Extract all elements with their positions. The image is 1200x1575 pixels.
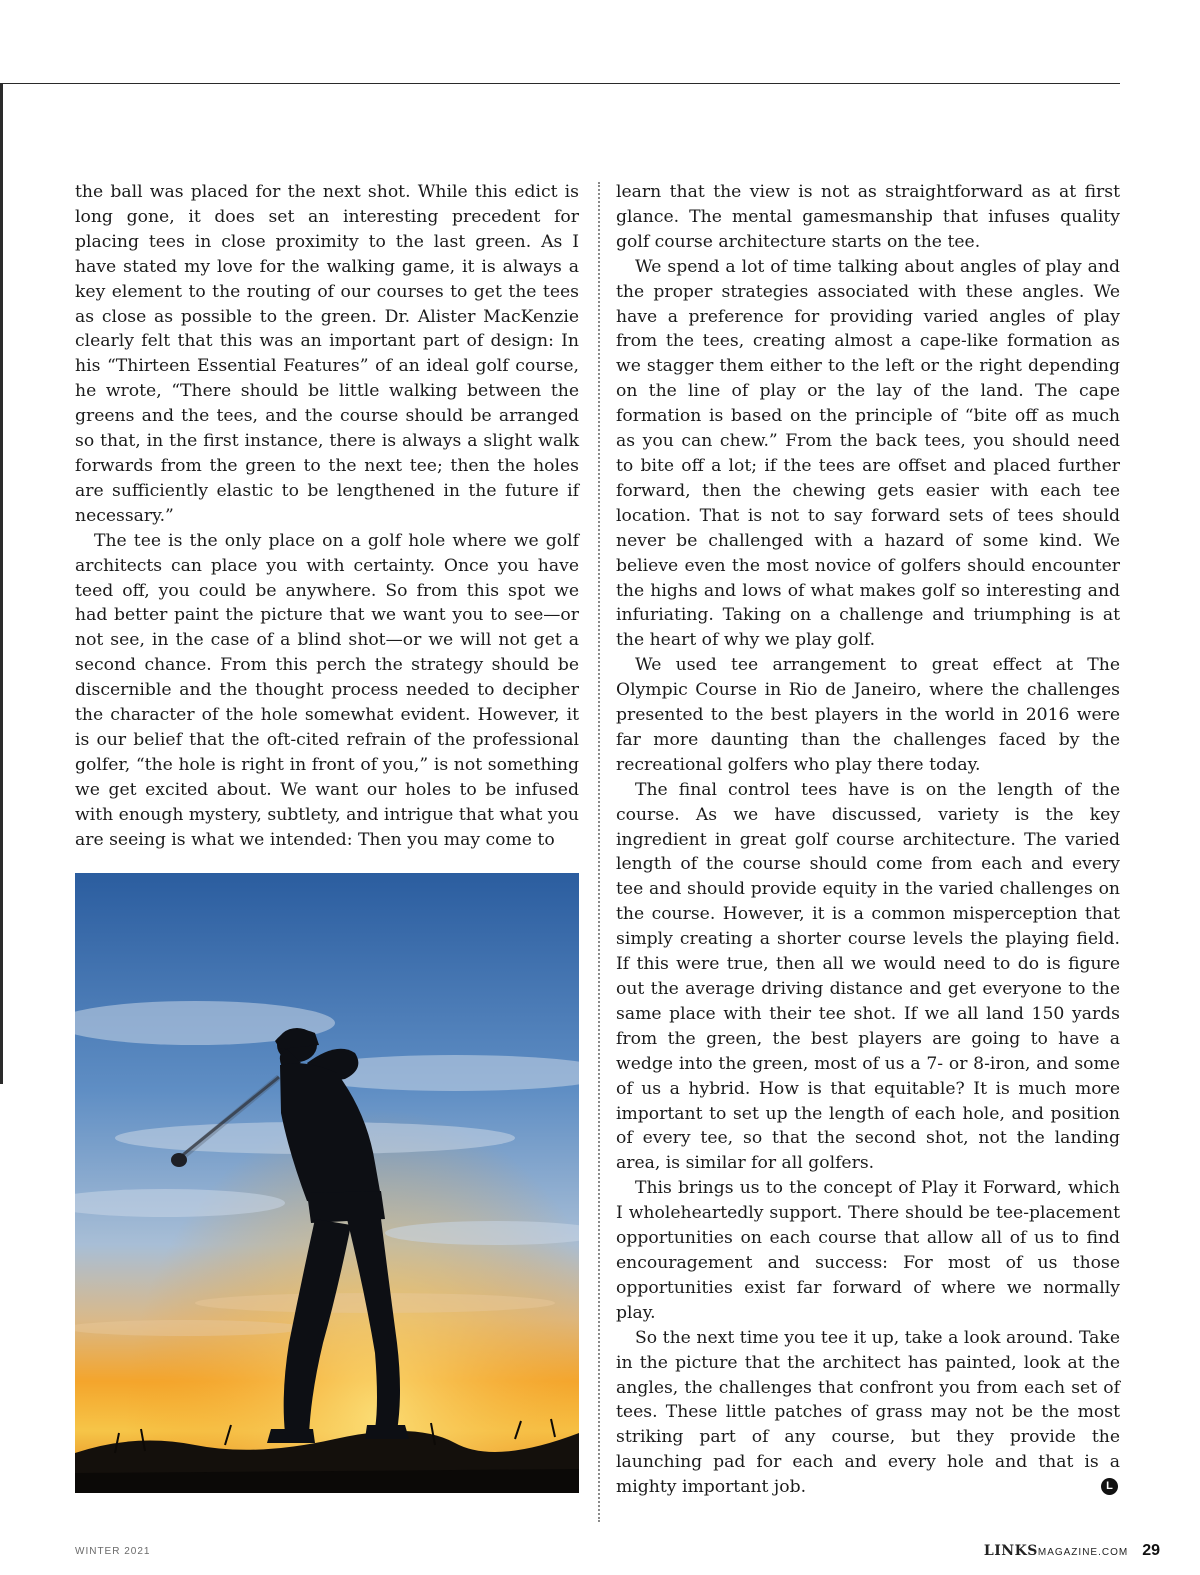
paragraph: learn that the view is not as straightforward as at first glance. The mental gamesmanship that infuses quality golf course architecture starts on the tee.	[616, 182, 1120, 252]
brand-domain: MAGAZINE.COM	[1037, 1547, 1129, 1558]
photo-artwork	[75, 873, 579, 1493]
column-divider	[598, 182, 600, 1522]
end-of-article-mark: L	[1101, 1478, 1118, 1495]
issue-label: WINTER 2021	[75, 1546, 151, 1557]
article-column-right	[616, 180, 1120, 1500]
paragraph: This brings us to the concept of Play it Forward, which I wholeheartedly support. There should be tee-placement opportunities on each course that allow all of us to find encouragement and success: For most of us those opportunities exist far forward of where we normally play.	[616, 1178, 1120, 1323]
header-rule	[0, 83, 1120, 84]
brand-bold: LINKS	[983, 1543, 1038, 1559]
paragraph: The tee is the only place on a golf hole where we golf architects can place you with certainty. Once you have teed off, you could be anywhere. So from this spot we had better paint the picture that we want you to see—or not see, in the case of a blind shot—or we will not get a second chance. From this perch the strategy should be discernible and the thought process needed to decipher the character of the hole somewhat evident. However, it is our belief that the oft-cited refrain of the professional golfer, “the hole is right in front of you,” is not something we get excited about. We want our holes to be infused with enough mystery, subtlety, and intrigue that what you are seeing is what we intended: Then you may come to	[75, 530, 579, 850]
paragraph: We used tee arrangement to great effect at The Olympic Course in Rio de Janeiro, where the challenges presented to the best players in the world in 2016 were far more daunting than the challenges faced by the recreational golfers who play there today.	[616, 655, 1120, 775]
paragraph: the ball was placed for the next shot. While this edict is long gone, it does set an interesting precedent for placing tees in close proximity to the last green. As I have stated my love for the walking game, it is always a key element to the routing of our courses to get the tees as close as possible to the green. Dr. Alister MacKenzie clearly felt that this was an important part of design: In his “Thirteen Essential Features” of an ideal golf course, he wrote, “There should be little walking between the greens and the tees, and the course should be arranged so that, in the first instance, there is always a slight walk forwards from the green to the next tee; then the holes are sufficiently elastic to be lengthened in the future if necessary.”	[75, 182, 579, 526]
paragraph: So the next time you tee it up, take a look around. Take in the picture that the architect has painted, look at the angles, the challenges that confront you from each set of tees. These little patches of grass may not be the most striking part of any course, but they provide the launching pad for each and every hole and that is a mighty important job.	[616, 1327, 1120, 1498]
paragraph: The final control tees have is on the length of the course. As we have discussed, variety is the key ingredient in great golf course architecture. The varied length of the course should come from each and every tee and should provide equity in the varied challenges on the course. However, it is a common misperception that simply creating a shorter course levels the playing field. If this were true, then all we would need to do is figure out the average driving distance and get everyone to the same place with their tee shot. If we all land 150 yards from the green, the best players are going to have a wedge into the green, most of us a 7- or 8-iron, and some of us a hybrid. How is that equitable? It is much more important to set up the length of each hole, and position of every tee, so that the second shot, not the landing area, is similar for all golfers.	[616, 779, 1120, 1174]
brand-name	[984, 1543, 1128, 1559]
golfer-silhouette-photo	[75, 873, 579, 1493]
footer-brand	[984, 1542, 1160, 1560]
page-number: 29	[1142, 1542, 1160, 1559]
paragraph: We spend a lot of time talking about angles of play and the proper strategies associated with these angles. We have a preference for providing varied angles of play from the tees, creating almost a cape-like formation as we stagger them either to the left or the right depending on the line of play or the lay of the land. The cape formation is based on the principle of “bite off as much as you can chew.” From the back tees, you should need to bite off a lot; if the tees are offset and placed further forward, then the chewing gets easier with each tee location. That is not to say forward sets of tees should never be challenged with a hazard of some kind. We believe even the most novice of golfers should encounter the highs and lows of what makes golf so interesting and infuriating. Taking on a challenge and triumphing is at the heart of why we play golf.	[616, 256, 1120, 651]
page-edge-bar	[0, 84, 3, 1084]
article-column-left	[75, 180, 579, 852]
